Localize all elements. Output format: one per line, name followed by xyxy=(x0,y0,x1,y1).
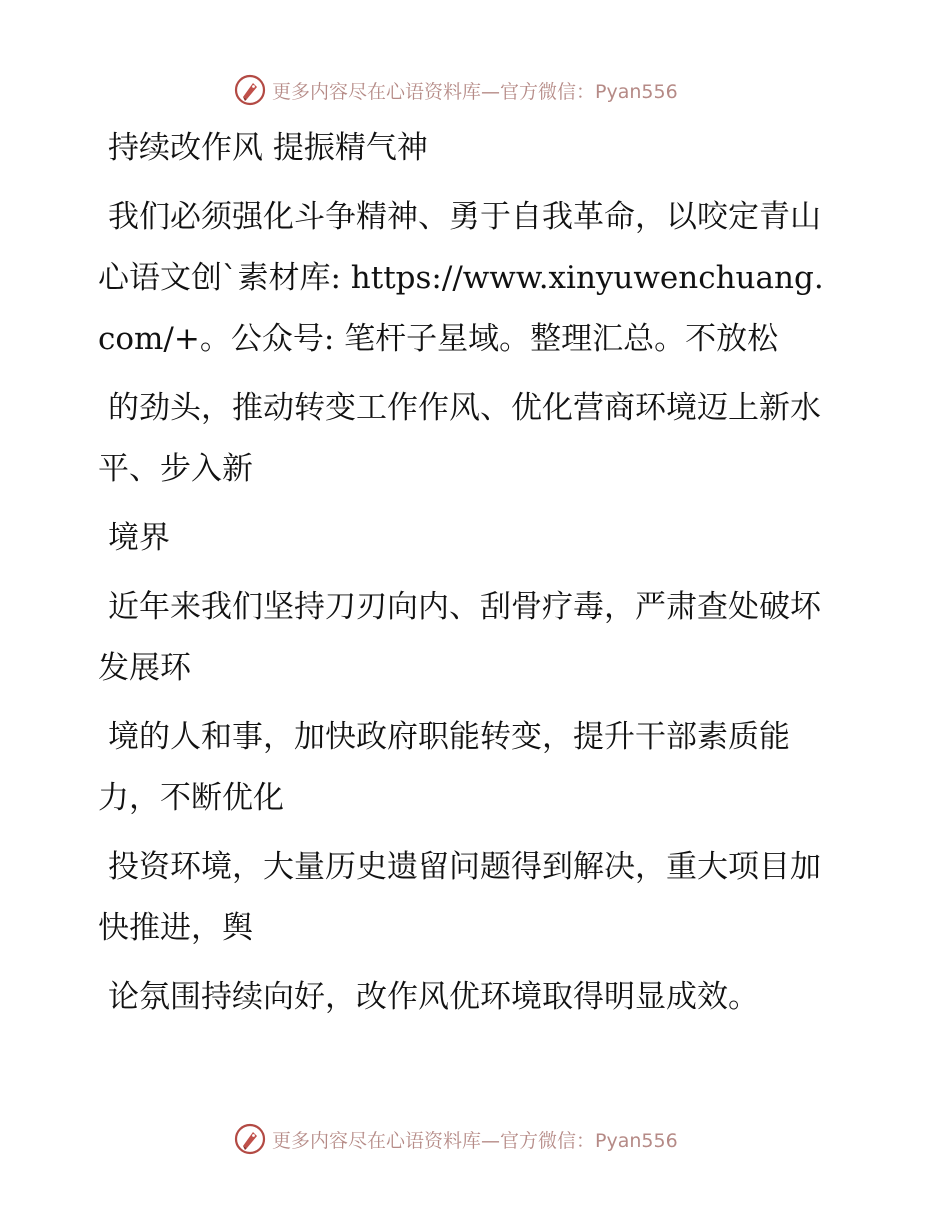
paragraph xyxy=(98,837,838,959)
paragraph-text: 近年来我们坚持刀刃向内、刮骨疗毒，严肃查处破坏发展环 xyxy=(98,589,821,686)
paragraph-text: 的劲头，推动转变工作作风、优化营商环境迈上新水平、步入新 xyxy=(98,390,821,487)
paragraph-text: 论氛围持续向好，改作风优环境取得明显成效。 xyxy=(108,979,759,1015)
document-title xyxy=(98,118,838,179)
document-body xyxy=(98,118,838,1028)
paragraph-text: 我们必须强化斗争精神、勇于自我革命，以咬定青山心语文创`素材库: https://www.xinyuwenchuang.com/+。公众号: 笔杆子星域。整理汇总。不放松 xyxy=(98,199,824,357)
paragraph-text: 境的人和事，加快政府职能转变，提升干部素质能力，不断优化 xyxy=(98,719,790,816)
paragraph-text: 持续改作风 提振精气神 xyxy=(108,130,428,166)
paragraph-text: 投资环境，大量历史遗留问题得到解决，重大项目加快推进，舆 xyxy=(98,849,821,946)
paragraph xyxy=(98,577,838,699)
header-watermark-banner xyxy=(234,72,678,108)
paragraph xyxy=(98,378,838,500)
paragraph xyxy=(98,707,838,829)
paragraph xyxy=(98,187,838,370)
paragraph xyxy=(98,967,838,1028)
header-watermark-text: 更多内容尽在心语资料库—官方微信：Pyan556 xyxy=(272,80,678,103)
footer-watermark-banner xyxy=(234,1121,678,1157)
paragraph xyxy=(98,508,838,569)
footer-watermark-text: 更多内容尽在心语资料库—官方微信：Pyan556 xyxy=(272,1129,678,1152)
pen-nib-logo-icon xyxy=(234,74,266,106)
paragraph-text: 境界 xyxy=(108,520,170,556)
pen-nib-logo-icon xyxy=(234,1123,266,1155)
